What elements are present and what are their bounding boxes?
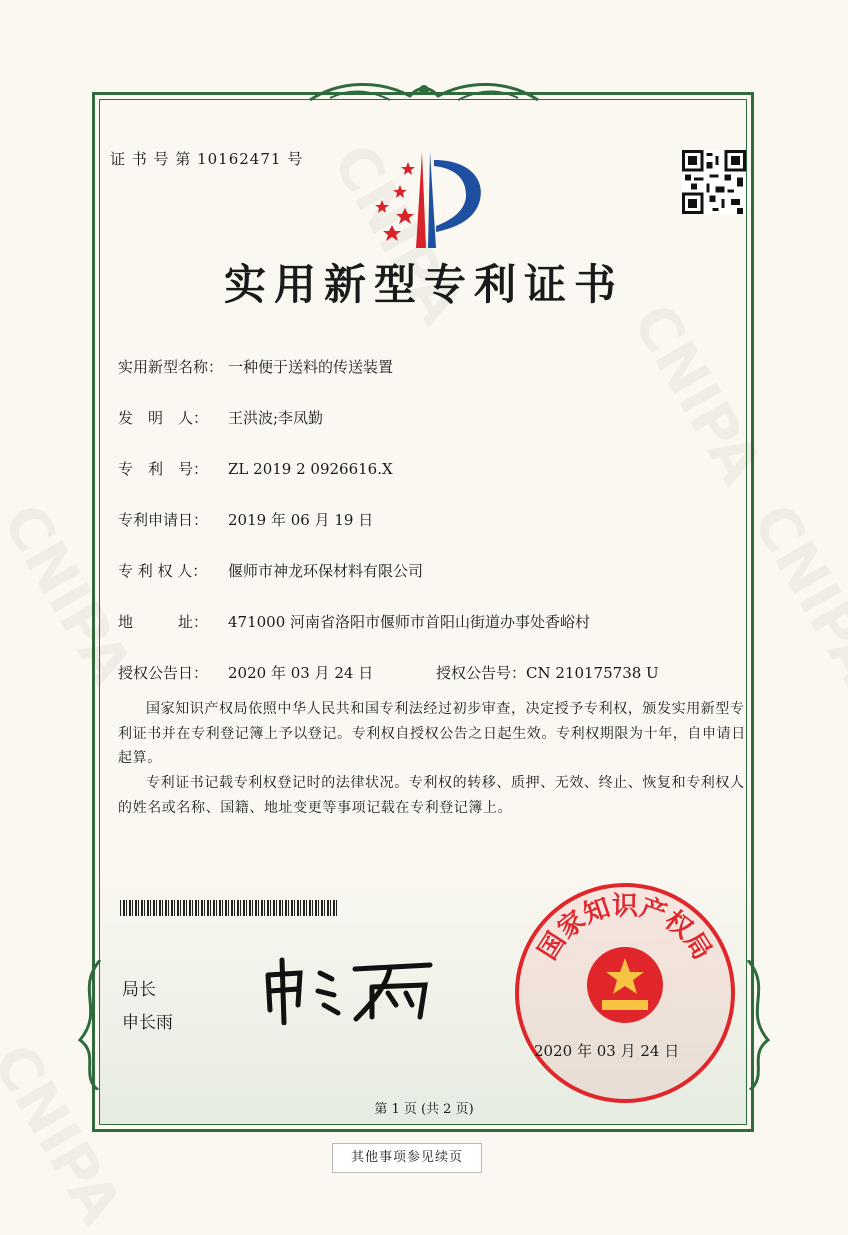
field-inventors xyxy=(118,407,323,428)
grant-statement: 国家知识产权局依照中华人民共和国专利法经过初步审查，决定授予专利权，颁发实用新型专利证书并在专利登记簿上予以登记。专利权自授权公告之日起生效。专利权期限为十年，自申请日起算。 xyxy=(118,701,746,766)
field-label: 实用新型名称： xyxy=(118,358,224,376)
field-value: 471000 河南省洛阳市偃师市首阳山街道办事处香峪村 xyxy=(228,613,591,631)
field-value: CN 210175738 U xyxy=(526,664,659,682)
qr-code xyxy=(682,150,746,214)
field-patent-number xyxy=(118,458,393,479)
certificate-number: 证 书 号 第 10162471 号 xyxy=(110,150,304,168)
corner-ornament-left xyxy=(70,960,110,1090)
field-value: 偃师市神龙环保材料有限公司 xyxy=(228,562,424,580)
watermark xyxy=(739,493,848,696)
field-value: 一种便于送料的传送装置 xyxy=(228,358,394,376)
field-utility-model-name xyxy=(118,356,393,377)
seal-text: 国家知识产权局 xyxy=(532,891,718,966)
field-label: 专 利 权 人： xyxy=(118,562,208,580)
corner-ornament-right xyxy=(738,960,778,1090)
field-value: ZL 2019 2 0926616.X xyxy=(228,460,393,478)
top-ornament xyxy=(300,78,548,108)
field-value: 2019 年 06 月 19 日 xyxy=(228,511,374,529)
field-value: 王洪波;李凤勤 xyxy=(228,409,324,427)
official-seal xyxy=(512,880,738,1106)
seal-date: 2020 年 03 月 24 日 xyxy=(534,1042,680,1060)
barcode xyxy=(120,900,338,916)
director-name: 申长雨 xyxy=(122,1013,173,1033)
field-announcement-number xyxy=(436,662,659,683)
field-value: 2020 年 03 月 24 日 xyxy=(228,664,374,682)
cnipa-logo xyxy=(360,150,490,250)
field-label: 发 明 人： xyxy=(118,409,209,427)
field-label: 地 址： xyxy=(118,613,209,631)
director-signature xyxy=(260,955,440,1025)
certificate-title: 实用新型专利证书 xyxy=(223,260,624,309)
continued-note: 其他事项参见续页 xyxy=(332,1143,482,1173)
field-address xyxy=(118,611,590,632)
field-grant-date xyxy=(118,662,373,683)
field-patentee xyxy=(118,560,423,581)
field-label: 授权公告日： xyxy=(118,664,209,682)
director-title: 局长 xyxy=(122,980,156,1000)
page-number: 第 1 页 (共 2 页) xyxy=(374,1102,474,1117)
field-label: 专 利 号： xyxy=(118,460,209,478)
field-application-date xyxy=(118,509,373,530)
legal-status-statement: 专利证书记载专利权登记时的法律状况。专利权的转移、质押、无效、终止、恢复和专利权人的姓名或名称、国籍、地址变更等事项记载在专利登记簿上。 xyxy=(118,775,745,816)
field-label: 授权公告号： xyxy=(436,664,527,682)
field-label: 专利申请日： xyxy=(118,511,209,529)
